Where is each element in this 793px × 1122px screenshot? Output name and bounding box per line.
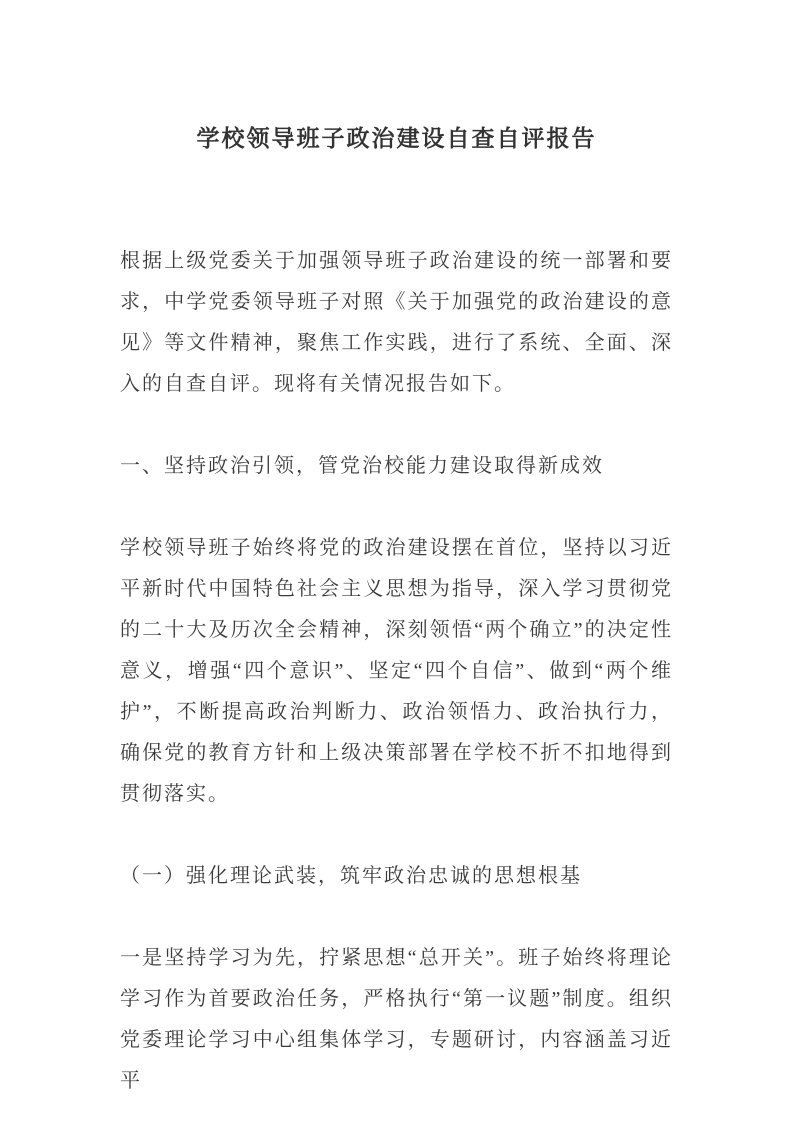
paragraph-section-1: 学校领导班子始终将党的政治建设摆在首位，坚持以习近平新时代中国特色社会主义思想为指导，深入学习贯彻党的二十大及历次全会精神，深刻领悟“两个确立”的决定性意义，增强“四个意识”、坚定“四个自信”、做到“两个维护”，不断提高政治判断力、政治领悟力、政治执行力，确保党的教育方针和上级决策部署在学校不折不扣地得到贯彻落实。 xyxy=(120,537,673,805)
subsection-heading-1-1: （一）强化理论武装，筑牢政治忠诚的思想根基 xyxy=(120,865,582,887)
paragraph-intro: 根据上级党委关于加强领导班子政治建设的统一部署和要求，中学党委领导班子对照《关于加强党的政治建设的意见》等文件精神，聚焦工作实践，进行了系统、全面、深入的自查自评。现将有关情况报告如下。 xyxy=(120,250,673,395)
paragraph-subsection-1-1: 一是坚持学习为先，拧紧思想“总开关”。班子始终将理论学习作为首要政治任务，严格执行“第一议题”制度。组织党委理论学习中心组集体学习，专题研讨，内容涵盖习近平 xyxy=(120,947,673,1092)
section-heading-1: 一、坚持政治引领，管党治校能力建设取得新成效 xyxy=(120,455,604,477)
document-title: 学校领导班子政治建设自查自评报告 xyxy=(196,126,597,151)
document-content xyxy=(120,118,673,1102)
